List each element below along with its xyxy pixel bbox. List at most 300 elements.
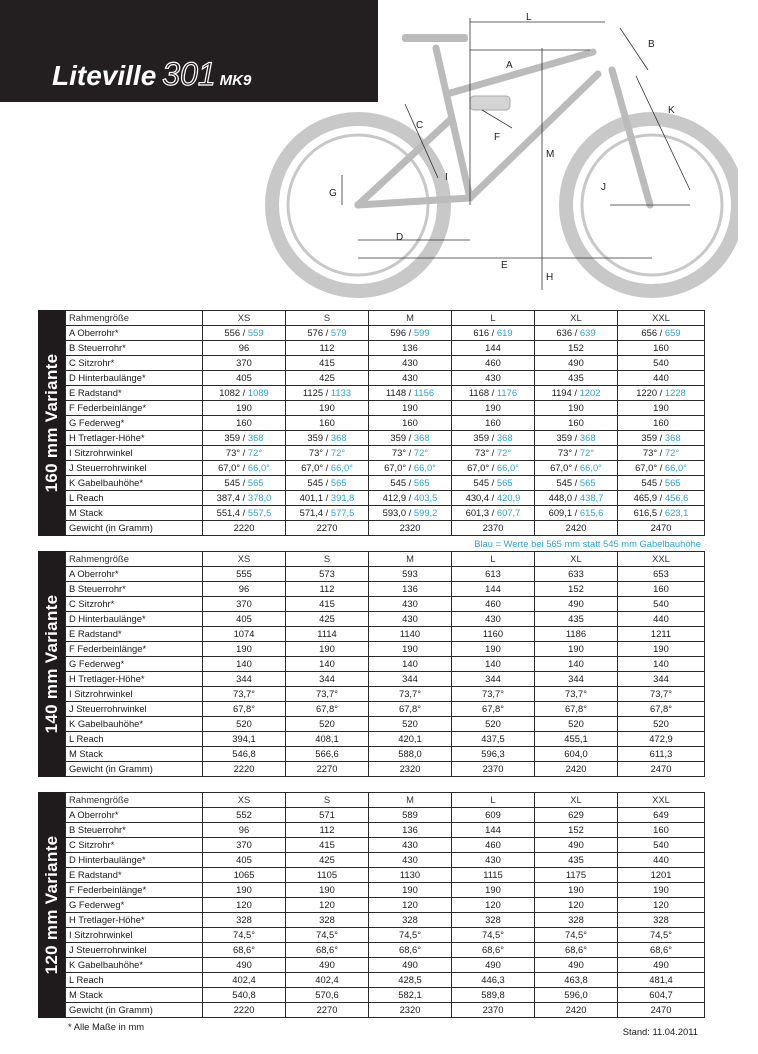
table-cell bbox=[203, 913, 286, 928]
cell-value-alt-fork: 1089 bbox=[247, 387, 269, 398]
cell-value: 490 bbox=[568, 959, 584, 970]
cell-value: 465,9 bbox=[633, 492, 658, 503]
table-cell bbox=[618, 371, 705, 386]
cell-value: 1105 bbox=[316, 869, 338, 880]
table-cell bbox=[286, 702, 369, 717]
section-title-bar bbox=[38, 792, 65, 1018]
cell-value: 425 bbox=[319, 854, 335, 865]
table-cell bbox=[452, 642, 535, 657]
cell-value: 520 bbox=[568, 718, 584, 729]
cell-value: 2220 bbox=[233, 522, 255, 533]
cell-value: 68,6° bbox=[399, 944, 421, 955]
cell-value: 370 bbox=[236, 839, 252, 850]
table-cell: 1125 / 1133 bbox=[286, 386, 369, 401]
table-cell bbox=[369, 973, 452, 988]
column-header-size: XL bbox=[535, 311, 618, 326]
cell-value: 140 bbox=[319, 658, 335, 669]
row-label: E Radstand* bbox=[66, 386, 203, 401]
column-header-size: XS bbox=[203, 311, 286, 326]
spec-table-160mm bbox=[65, 310, 705, 536]
table-cell bbox=[286, 672, 369, 687]
cell-value: 545 bbox=[641, 477, 658, 488]
table-row bbox=[66, 521, 705, 536]
table-cell bbox=[286, 416, 369, 431]
table-cell bbox=[535, 823, 618, 838]
chain-stay bbox=[358, 198, 470, 205]
cell-value: 2370 bbox=[482, 522, 504, 533]
cell-value: 576 bbox=[307, 327, 324, 338]
table-cell: 448,0 / 438,7 bbox=[535, 491, 618, 506]
table-cell bbox=[286, 657, 369, 672]
cell-value: 520 bbox=[653, 718, 669, 729]
table-cell: 636 / 639 bbox=[535, 326, 618, 341]
cell-value: 596,0 bbox=[564, 989, 588, 1000]
cell-value: 1186 bbox=[565, 628, 587, 639]
cell-value-alt-fork: 565 bbox=[247, 477, 264, 488]
cell-value: 394,1 bbox=[232, 733, 256, 744]
table-cell bbox=[203, 401, 286, 416]
cell-value: 2420 bbox=[565, 1004, 587, 1015]
cell-value-alt-fork: 456,6 bbox=[664, 492, 689, 503]
table-cell bbox=[203, 672, 286, 687]
table-cell bbox=[618, 868, 705, 883]
table-cell bbox=[203, 883, 286, 898]
table-row bbox=[66, 491, 705, 506]
row-label: D Hinterbaulänge* bbox=[66, 371, 203, 386]
table-cell bbox=[452, 973, 535, 988]
brand-model-suffix: MK9 bbox=[219, 72, 252, 89]
table-row bbox=[66, 973, 705, 988]
cell-value-alt-fork: 1202 bbox=[579, 387, 601, 398]
row-label: J Steuerrohrwinkel bbox=[66, 461, 203, 476]
cell-value: 67,0° bbox=[550, 462, 573, 473]
table-cell bbox=[535, 657, 618, 672]
row-label: B Steuerrohr* bbox=[66, 582, 203, 597]
table-cell bbox=[618, 853, 705, 868]
table-cell bbox=[286, 717, 369, 732]
cell-value: 344 bbox=[568, 673, 584, 684]
table-cell bbox=[535, 808, 618, 823]
cell-value: 425 bbox=[319, 372, 335, 383]
table-header-row bbox=[66, 311, 705, 326]
column-header-size: L bbox=[452, 311, 535, 326]
table-cell bbox=[286, 401, 369, 416]
cell-value: 1140 bbox=[399, 628, 421, 639]
column-header-frame-size: Rahmengröße bbox=[66, 793, 203, 808]
cell-value: 446,3 bbox=[481, 974, 505, 985]
table-cell bbox=[618, 401, 705, 416]
cell-value: 370 bbox=[236, 598, 252, 609]
table-cell bbox=[618, 958, 705, 973]
table-row bbox=[66, 461, 705, 476]
cell-value: 73° bbox=[474, 447, 490, 458]
cell-value: 573 bbox=[319, 568, 335, 579]
column-header-size: XS bbox=[203, 552, 286, 567]
row-label: F Federbeinlänge* bbox=[66, 401, 203, 416]
table-cell bbox=[535, 883, 618, 898]
cell-value: 571,4 bbox=[299, 507, 324, 518]
table-row bbox=[66, 341, 705, 356]
table-cell bbox=[452, 928, 535, 943]
table-cell: 545 / 565 bbox=[618, 476, 705, 491]
down-tube bbox=[470, 74, 598, 198]
table-cell bbox=[286, 868, 369, 883]
spec-table-120mm bbox=[65, 792, 705, 1018]
cell-value-alt-fork: 438,7 bbox=[579, 492, 604, 503]
table-cell bbox=[203, 1003, 286, 1018]
table-cell: 465,9 / 456,6 bbox=[618, 491, 705, 506]
row-label: I Sitzrohrwinkel bbox=[66, 687, 203, 702]
cell-value: 2470 bbox=[650, 522, 672, 533]
cell-value-alt-fork: 368 bbox=[247, 432, 264, 443]
table-cell bbox=[203, 732, 286, 747]
cell-value: 73,7° bbox=[399, 688, 421, 699]
cell-value: 96 bbox=[238, 824, 250, 835]
table-cell: 73° / 72° bbox=[203, 446, 286, 461]
cell-value: 73,7° bbox=[482, 688, 504, 699]
diagram-label-H: H bbox=[546, 272, 554, 283]
table-row bbox=[66, 928, 705, 943]
table-row bbox=[66, 702, 705, 717]
table-cell bbox=[618, 883, 705, 898]
section-140mm bbox=[38, 551, 704, 777]
cell-value: 328 bbox=[568, 914, 584, 925]
cell-value: 555 bbox=[236, 568, 252, 579]
row-label: M Stack bbox=[66, 747, 203, 762]
cell-value-alt-fork: 619 bbox=[496, 327, 513, 338]
row-label: L Reach bbox=[66, 973, 203, 988]
table-cell bbox=[452, 1003, 535, 1018]
cell-value: 540,8 bbox=[232, 989, 256, 1000]
cell-value: 589,8 bbox=[481, 989, 505, 1000]
table-cell bbox=[369, 687, 452, 702]
table-cell: 596 / 599 bbox=[369, 326, 452, 341]
table-cell: 67,0° / 66,0° bbox=[618, 461, 705, 476]
table-cell: 401,1 / 391,8 bbox=[286, 491, 369, 506]
cell-value: 2370 bbox=[482, 763, 504, 774]
cell-value: 359 bbox=[473, 432, 490, 443]
table-cell bbox=[452, 341, 535, 356]
row-label: F Federbeinlänge* bbox=[66, 642, 203, 657]
cell-value: 73° bbox=[642, 447, 658, 458]
table-row bbox=[66, 717, 705, 732]
cell-value: 520 bbox=[485, 718, 501, 729]
diagram-label-E: E bbox=[501, 260, 508, 271]
table-cell bbox=[535, 567, 618, 582]
table-row bbox=[66, 582, 705, 597]
row-label: B Steuerrohr* bbox=[66, 341, 203, 356]
table-cell bbox=[452, 913, 535, 928]
table-cell: 359 / 368 bbox=[286, 431, 369, 446]
table-cell: 593,0 / 599,2 bbox=[369, 506, 452, 521]
cell-value: 160 bbox=[402, 417, 418, 428]
table-cell bbox=[369, 838, 452, 853]
table-cell bbox=[286, 973, 369, 988]
table-cell bbox=[369, 747, 452, 762]
table-cell: 556 / 559 bbox=[203, 326, 286, 341]
cell-value-alt-fork: 559 bbox=[247, 327, 264, 338]
table-row bbox=[66, 1003, 705, 1018]
table-row bbox=[66, 808, 705, 823]
table-row bbox=[66, 597, 705, 612]
section-title-bar bbox=[38, 551, 65, 777]
table-row bbox=[66, 612, 705, 627]
table-cell bbox=[618, 627, 705, 642]
table-cell: 67,0° / 66,0° bbox=[369, 461, 452, 476]
table-cell bbox=[286, 1003, 369, 1018]
table-row bbox=[66, 506, 705, 521]
cell-value: 140 bbox=[653, 658, 669, 669]
table-cell bbox=[452, 762, 535, 777]
cell-value: 370 bbox=[236, 357, 252, 368]
table-cell bbox=[203, 642, 286, 657]
table-cell bbox=[535, 943, 618, 958]
cell-value: 490 bbox=[568, 357, 584, 368]
row-label: E Radstand* bbox=[66, 868, 203, 883]
cell-value: 571 bbox=[319, 809, 335, 820]
column-header-size: M bbox=[369, 311, 452, 326]
table-cell bbox=[452, 868, 535, 883]
table-cell bbox=[618, 657, 705, 672]
cell-value-alt-fork: 565 bbox=[330, 477, 347, 488]
cell-value-alt-fork: 72° bbox=[247, 447, 263, 458]
cell-value: 545 bbox=[224, 477, 241, 488]
table-header-row bbox=[66, 552, 705, 567]
table-row bbox=[66, 326, 705, 341]
table-cell: 73° / 72° bbox=[369, 446, 452, 461]
table-cell: 609,1 / 615,6 bbox=[535, 506, 618, 521]
table-cell bbox=[452, 521, 535, 536]
table-cell bbox=[618, 1003, 705, 1018]
table-cell bbox=[286, 943, 369, 958]
table-cell bbox=[535, 913, 618, 928]
table-cell bbox=[452, 717, 535, 732]
table-header-row bbox=[66, 793, 705, 808]
cell-value: 160 bbox=[653, 824, 669, 835]
table-cell bbox=[535, 868, 618, 883]
row-label: C Sitzrohr* bbox=[66, 838, 203, 853]
table-row bbox=[66, 943, 705, 958]
cell-value: 344 bbox=[402, 673, 418, 684]
cell-value: 68,6° bbox=[482, 944, 504, 955]
cell-value: 140 bbox=[402, 658, 418, 669]
cell-value: 1160 bbox=[482, 628, 504, 639]
table-cell bbox=[452, 657, 535, 672]
cell-value: 190 bbox=[319, 643, 335, 654]
table-row bbox=[66, 356, 705, 371]
cell-value: 1194 bbox=[551, 387, 572, 398]
table-row bbox=[66, 642, 705, 657]
table-row bbox=[66, 567, 705, 582]
table-cell bbox=[618, 416, 705, 431]
cell-value: 653 bbox=[653, 568, 669, 579]
table-cell bbox=[369, 521, 452, 536]
cell-value: 490 bbox=[568, 839, 584, 850]
table-cell bbox=[203, 597, 286, 612]
table-cell bbox=[203, 973, 286, 988]
cell-value: 1211 bbox=[650, 628, 672, 639]
row-label: L Reach bbox=[66, 732, 203, 747]
table-cell: 73° / 72° bbox=[452, 446, 535, 461]
table-cell bbox=[452, 943, 535, 958]
top-tube bbox=[447, 52, 593, 94]
table-cell bbox=[535, 762, 618, 777]
cell-value: 596,3 bbox=[481, 748, 505, 759]
cell-value: 435 bbox=[568, 854, 584, 865]
table-cell bbox=[286, 732, 369, 747]
row-label: H Tretlager-Höhe* bbox=[66, 431, 203, 446]
row-label: I Sitzrohrwinkel bbox=[66, 446, 203, 461]
cell-value: 140 bbox=[236, 658, 252, 669]
cell-value: 160 bbox=[653, 342, 669, 353]
table-cell: 387,4 / 378,0 bbox=[203, 491, 286, 506]
table-cell bbox=[369, 356, 452, 371]
cell-value: 74,5° bbox=[233, 929, 255, 940]
footnote: * Alle Maße in mm bbox=[68, 1021, 145, 1032]
cell-value: 359 bbox=[390, 432, 407, 443]
diagram-label-D: D bbox=[396, 232, 404, 243]
cell-value: 656 bbox=[641, 327, 658, 338]
row-label: M Stack bbox=[66, 506, 203, 521]
table-cell bbox=[369, 672, 452, 687]
column-header-size: L bbox=[452, 793, 535, 808]
row-label: A Oberrohr* bbox=[66, 326, 203, 341]
table-cell bbox=[369, 943, 452, 958]
cell-value: 430 bbox=[402, 613, 418, 624]
section-title: 120 mm Variante bbox=[41, 835, 61, 975]
cell-value: 520 bbox=[319, 718, 335, 729]
row-label: C Sitzrohr* bbox=[66, 356, 203, 371]
table-cell bbox=[286, 808, 369, 823]
table-cell bbox=[369, 1003, 452, 1018]
table-row bbox=[66, 431, 705, 446]
table-cell bbox=[203, 898, 286, 913]
cell-value: 344 bbox=[485, 673, 501, 684]
table-row bbox=[66, 958, 705, 973]
table-cell bbox=[369, 762, 452, 777]
table-cell bbox=[203, 687, 286, 702]
cell-value: 190 bbox=[653, 884, 669, 895]
cell-value: 190 bbox=[402, 643, 418, 654]
table-row bbox=[66, 883, 705, 898]
column-header-size: XXL bbox=[618, 793, 705, 808]
table-cell bbox=[369, 928, 452, 943]
cell-value: 190 bbox=[653, 643, 669, 654]
table-cell bbox=[203, 612, 286, 627]
cell-value: 435 bbox=[568, 613, 584, 624]
cell-value: 490 bbox=[402, 959, 418, 970]
cell-value: 481,4 bbox=[649, 974, 673, 985]
brand-model: 301 bbox=[162, 56, 216, 92]
table-cell bbox=[452, 627, 535, 642]
cell-value: 160 bbox=[485, 417, 501, 428]
cell-value: 67,0° bbox=[384, 462, 407, 473]
table-cell bbox=[203, 717, 286, 732]
table-cell: 73° / 72° bbox=[286, 446, 369, 461]
cell-value: 552 bbox=[236, 809, 252, 820]
cell-value: 545 bbox=[390, 477, 407, 488]
table-row bbox=[66, 687, 705, 702]
table-cell bbox=[535, 988, 618, 1003]
cell-value: 2220 bbox=[233, 763, 255, 774]
cell-value: 190 bbox=[319, 402, 335, 413]
cell-value-alt-fork: 1228 bbox=[664, 387, 686, 398]
cell-value-alt-fork: 659 bbox=[664, 327, 681, 338]
table-cell bbox=[535, 1003, 618, 1018]
cell-value: 1201 bbox=[650, 869, 672, 880]
table-row bbox=[66, 762, 705, 777]
table-cell bbox=[452, 582, 535, 597]
cell-value: 570,6 bbox=[315, 989, 339, 1000]
diagram-label-K: K bbox=[668, 105, 675, 116]
table-cell: 545 / 565 bbox=[369, 476, 452, 491]
table-cell bbox=[535, 401, 618, 416]
table-cell: 601,3 / 607,7 bbox=[452, 506, 535, 521]
diagram-label-B: B bbox=[648, 39, 655, 50]
column-header-size: XL bbox=[535, 552, 618, 567]
cell-value: 420,1 bbox=[398, 733, 422, 744]
cell-value: 490 bbox=[653, 959, 669, 970]
table-cell: 67,0° / 66,0° bbox=[203, 461, 286, 476]
row-label: G Federweg* bbox=[66, 416, 203, 431]
table-cell bbox=[286, 747, 369, 762]
cell-value: 463,8 bbox=[564, 974, 588, 985]
cell-value: 2470 bbox=[650, 1004, 672, 1015]
cell-value: 68,6° bbox=[233, 944, 255, 955]
cell-value: 344 bbox=[236, 673, 252, 684]
cell-value-alt-fork: 368 bbox=[496, 432, 513, 443]
cell-value: 1125 bbox=[302, 387, 324, 398]
cell-value: 73,7° bbox=[316, 688, 338, 699]
table-cell bbox=[286, 371, 369, 386]
cell-value: 387,4 bbox=[216, 492, 241, 503]
table-cell bbox=[535, 702, 618, 717]
cell-value-alt-fork: 639 bbox=[579, 327, 596, 338]
table-cell bbox=[203, 416, 286, 431]
table-cell bbox=[203, 702, 286, 717]
table-cell bbox=[369, 732, 452, 747]
cell-value-alt-fork: 72° bbox=[330, 447, 346, 458]
table-cell: 412,9 / 403,5 bbox=[369, 491, 452, 506]
table-row bbox=[66, 371, 705, 386]
diagram-label-J: J bbox=[601, 182, 606, 193]
table-cell bbox=[535, 672, 618, 687]
table-cell bbox=[203, 853, 286, 868]
cell-value: 73° bbox=[391, 447, 407, 458]
cell-value: 616,5 bbox=[633, 507, 658, 518]
cell-value: 633 bbox=[568, 568, 584, 579]
section-160mm bbox=[38, 310, 704, 536]
cell-value: 73° bbox=[308, 447, 324, 458]
cell-value: 160 bbox=[568, 417, 584, 428]
cell-value-alt-fork: 368 bbox=[413, 432, 430, 443]
cell-value-alt-fork: 403,5 bbox=[413, 492, 438, 503]
cell-value: 545 bbox=[307, 477, 324, 488]
table-cell bbox=[618, 808, 705, 823]
table-cell bbox=[203, 521, 286, 536]
column-header-size: XL bbox=[535, 793, 618, 808]
cell-value: 1065 bbox=[233, 869, 255, 880]
cell-value-alt-fork: 565 bbox=[579, 477, 596, 488]
table-cell bbox=[369, 853, 452, 868]
cell-value: 415 bbox=[319, 839, 335, 850]
cell-value: 609,1 bbox=[548, 507, 573, 518]
cell-value: 2270 bbox=[316, 1004, 338, 1015]
table-row bbox=[66, 747, 705, 762]
cell-value: 328 bbox=[319, 914, 335, 925]
cell-value: 609 bbox=[485, 809, 501, 820]
cell-value: 328 bbox=[485, 914, 501, 925]
